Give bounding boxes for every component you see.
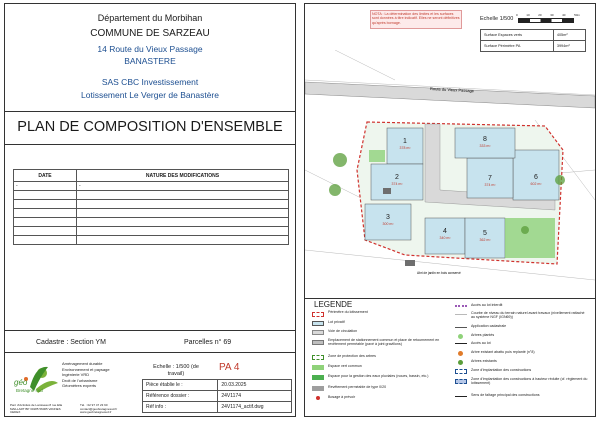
locality-label: BANASTERE	[124, 56, 176, 66]
swatch-reduced-height-zone	[455, 379, 467, 384]
legend-left	[312, 311, 452, 411]
existing-building	[405, 260, 415, 266]
tree-icon	[333, 153, 347, 167]
surfaces-table	[480, 29, 586, 52]
lot-area: 340 m²	[439, 236, 451, 240]
swatch-green-space	[312, 365, 324, 370]
scale-text: Echelle : 1/500 (de travail)	[153, 364, 199, 377]
history-date-cell	[14, 236, 77, 245]
legend-item: Revêtement perméable de type 0/20	[328, 385, 387, 389]
legend-item: Sens de faîtage principal des constructions	[471, 393, 540, 397]
lot-number: 8	[483, 136, 487, 143]
swatch-boundary-marker	[316, 396, 320, 400]
plan-title: PLAN DE COMPOSITION D'ENSEMBLE	[17, 119, 283, 135]
lot-area: 602 m²	[530, 182, 542, 186]
table-row	[143, 402, 292, 413]
lot-number: 3	[386, 214, 390, 221]
legend-item: Accès au lot interdit	[471, 303, 503, 307]
swatch-lot	[312, 321, 324, 326]
road-label: Route du Vieux Passage	[429, 86, 475, 94]
table-row	[14, 227, 289, 236]
scale-tick: 30	[550, 13, 554, 17]
lot-area: 333 m²	[479, 144, 491, 148]
surface-label: Surface Espaces verts	[481, 30, 554, 41]
lot-number: 1	[403, 138, 407, 145]
plan-number: PA 4	[219, 362, 240, 373]
cadastre-section: Cadastre : Section YM	[36, 339, 106, 346]
date-value: 20.03.2025	[218, 380, 292, 391]
service-item: Environnement et paysage	[62, 366, 110, 372]
history-nature-cell	[77, 191, 289, 200]
company-web: www.geobretagnesud.fr	[80, 410, 112, 415]
client-label: SAS CBC Investissement	[101, 77, 199, 87]
lot-number: 4	[443, 228, 447, 235]
lot-number: 7	[488, 175, 492, 182]
service-item: Ingénierie VRD	[62, 372, 90, 378]
lot-number: 6	[534, 174, 538, 181]
table-row	[14, 209, 289, 218]
map-scale: Echelle 1/500	[480, 16, 514, 22]
footer-divider	[4, 352, 296, 353]
swatch-existing-trees	[458, 360, 463, 365]
table-row	[14, 236, 289, 245]
legend-item: Arbres plantés	[471, 333, 495, 337]
legend-item: Zone de protection des arbres	[328, 354, 376, 358]
legend-item: Zone d'implantation des constructions à hauteur réduite (cf. règlement du lotissement)	[471, 377, 588, 385]
legend-item: Bosage à prévoir	[328, 395, 356, 399]
project-label: Lotissement Le Verger de Banastère	[81, 90, 219, 100]
history-date-cell	[14, 200, 77, 209]
logo-subname: Bretagne sud	[16, 388, 43, 393]
swatch-planted-trees	[458, 334, 463, 339]
road-strip	[305, 82, 595, 108]
department-label: Département du Morbihan	[97, 13, 203, 23]
file-value: 24V1174_actif.dwg	[218, 402, 292, 413]
history-nature-cell	[77, 236, 289, 245]
cadastre-divider	[4, 330, 296, 331]
cadastre-parcels: Parcelles n° 69	[184, 339, 232, 346]
legend-right	[455, 304, 593, 412]
legend-item: Emplacement de stationnement commun et place de retournement en revêtement perméable (pavé à joint gravillons)	[328, 338, 440, 346]
modifications-table	[13, 169, 289, 245]
swatch-parking	[312, 340, 324, 345]
legend-item: Espace pour la gestion des eaux pluviales (noues, bassin, etc.)	[328, 374, 429, 378]
history-date-cell	[14, 218, 77, 227]
ref-value: 24V1174	[218, 391, 292, 402]
history-col-nature: NATURE DES MODIFICATIONS	[77, 170, 289, 182]
swatch-building-zone	[455, 369, 467, 374]
swatch-cadastre	[455, 327, 467, 328]
swatch-road	[312, 330, 324, 335]
lot-area: 378 m²	[399, 146, 411, 150]
table-row	[14, 200, 289, 209]
lot-area: 374 m²	[484, 183, 496, 187]
legend-item: Accès au lot	[471, 341, 491, 345]
lot-area: 362 m²	[479, 238, 491, 242]
service-item: Aménagement durable	[62, 361, 103, 366]
swatch-rainwater	[312, 375, 324, 380]
scale-tick: 10	[526, 13, 530, 17]
swatch-replanted-tree	[458, 351, 463, 356]
scale-bar	[518, 18, 574, 23]
surface-value: 3994m²	[553, 41, 585, 52]
swatch-perimeter	[312, 312, 324, 317]
legend-item: Courbe de niveau du terrain naturel avant travaux (nivellement rattaché au système NGF (IGN69))	[471, 311, 585, 319]
scale-tick: 20	[538, 13, 542, 17]
table-row	[14, 218, 289, 227]
lot-number: 5	[483, 230, 487, 237]
history-nature-cell	[77, 200, 289, 209]
scale-ticks	[516, 13, 580, 17]
tree-icon	[555, 175, 565, 185]
legend-title: LEGENDE	[314, 300, 353, 309]
company-phone: Tél. : 02 97 47 23 90	[80, 403, 108, 407]
address-label: 14 Route du Vieux Passage	[97, 44, 203, 54]
table-row	[143, 380, 292, 391]
surface-value: 405m²	[553, 30, 585, 41]
scale-tick: 40	[562, 13, 566, 17]
scale-tick: 0	[516, 13, 518, 17]
history-col-date: DATE	[14, 170, 77, 182]
table-row	[143, 391, 292, 402]
company-contact	[80, 404, 117, 415]
swatch-permeable	[312, 386, 324, 391]
service-item: Géomètres experts	[62, 383, 97, 389]
history-date-cell	[14, 209, 77, 218]
legend-item: Lot privatif	[328, 320, 345, 324]
legend-item: Périmètre du lotissement	[328, 310, 368, 314]
company-email: contact@geobretagnesud.fr	[80, 406, 118, 411]
lot-area: 374 m²	[391, 182, 403, 186]
history-nature-cell	[77, 227, 289, 236]
swatch-access-forbidden	[455, 305, 467, 307]
lot-number: 2	[395, 174, 399, 181]
ref-label: Référence dossier :	[143, 391, 218, 402]
lot-area: 300 m²	[382, 222, 394, 226]
map-note: NOTA : La détermination des limites et les surfaces sont données à titre indicatif. Elles ne seront définitives qu'après bornage.	[370, 10, 462, 29]
table-row	[14, 191, 289, 200]
date-label: Pièce établie le :	[143, 380, 218, 391]
green-space	[505, 218, 555, 258]
garden-shed-label: Abri de jardin en bois conservé	[417, 271, 461, 275]
legend-item: Application cadastrale	[471, 324, 507, 328]
surface-label: Surface Périmètre PA	[481, 41, 554, 52]
table-row	[14, 182, 289, 191]
drawing-info-table	[142, 379, 292, 413]
history-nature-cell	[77, 209, 289, 218]
existing-building	[383, 188, 391, 194]
history-date-cell: -	[14, 182, 77, 191]
service-item: Droit de l'urbanisme	[62, 377, 98, 383]
site-plan	[305, 50, 595, 295]
scale-tick: 50m	[574, 13, 580, 17]
green-space	[369, 150, 385, 162]
commune-label: COMMUNE DE SARZEAU	[90, 28, 210, 39]
company-logo	[10, 357, 62, 405]
tree-icon	[329, 184, 341, 196]
lot-8-shape	[455, 128, 515, 158]
table-row	[481, 30, 586, 41]
swatch-tree-protection	[312, 355, 324, 360]
company-address: Parc d'Activités de Laroiseau 8 rue Ella MAILLART BP 30185 56005 VANNES CEDEX	[10, 403, 63, 415]
legend-item: Arbres existants	[471, 359, 497, 363]
legend-item: Voie de circulation	[328, 329, 358, 333]
legend-divider	[304, 298, 596, 299]
history-nature-cell	[77, 218, 289, 227]
history-date-cell	[14, 191, 77, 200]
tree-icon	[521, 226, 529, 234]
file-label: Réf info :	[143, 402, 218, 413]
legend-item: Espace vert commun	[328, 364, 362, 368]
history-date-cell	[14, 227, 77, 236]
legend-item: Zone d'implantation des constructions	[471, 368, 532, 372]
legend-item: Arbre existant abattu puis replanté (n°8)	[471, 350, 535, 354]
swatch-contour-line	[455, 314, 467, 315]
swatch-ridge-direction	[455, 396, 467, 397]
swatch-lot-access	[455, 343, 467, 344]
company-services	[62, 361, 110, 389]
logo-name: géo	[14, 378, 28, 387]
drawing-scale	[146, 364, 206, 377]
history-nature-cell: -	[77, 182, 289, 191]
